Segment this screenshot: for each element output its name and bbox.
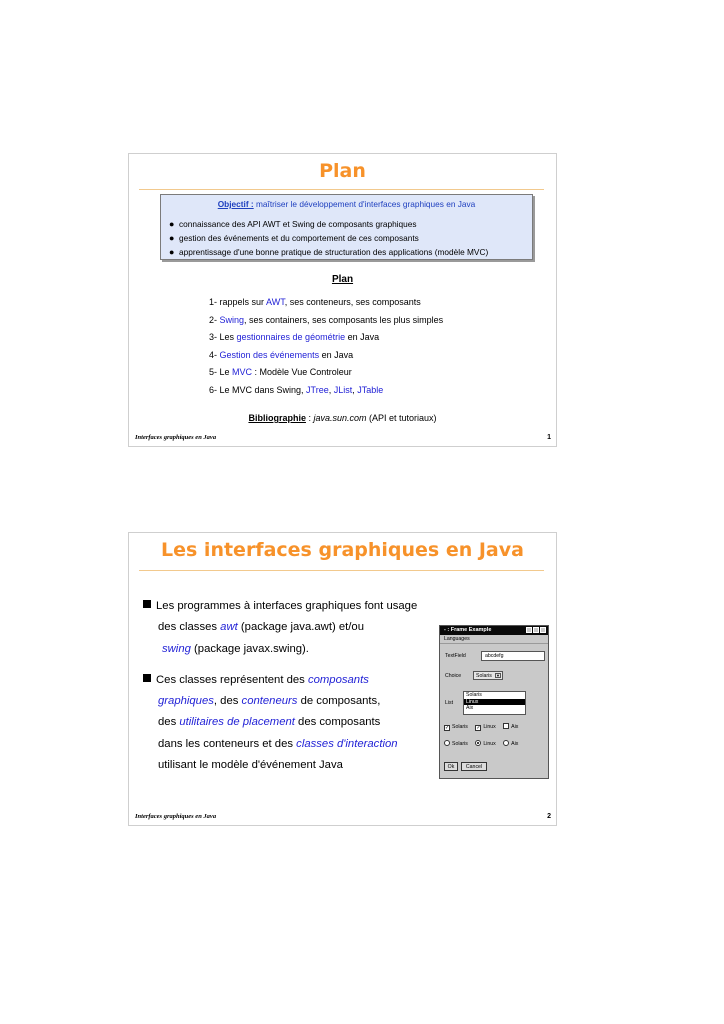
list-item[interactable]: Linux [464,699,525,706]
link[interactable]: Swing [219,314,245,325]
paragraph-line: Les programmes à interfaces graphiques font usage [143,596,417,617]
list-item: 3- Les gestionnaires de géométrie en Java [209,332,380,343]
title-rule [139,570,544,571]
paragraph-line: Ces classes représentent des composants [143,670,417,691]
link[interactable]: gestionnaires de géométrie [236,332,346,343]
objective-heading [161,199,532,209]
link[interactable]: java.sun.com [313,413,367,423]
choice-select[interactable]: Solaris ▼ [473,671,503,680]
choice-label: Choice [445,673,462,679]
paragraph-line: dans les conteneurs et des classes d'interaction [158,737,398,750]
link[interactable]: MVC [232,367,253,378]
slide-body [143,596,417,776]
radio-linux[interactable]: Linux [475,740,495,747]
page-number: 1 [547,434,551,441]
paragraph-line: des classes awt (package java.awt) et/ou [158,621,364,634]
list-item: ● connaissance des API AWT et Swing de composants graphiques [169,219,417,229]
link[interactable]: JTree [306,384,329,395]
slide-2 [128,532,557,826]
textfield-label: TextField [445,653,466,659]
footer-text: Interfaces graphiques en Java [135,434,217,441]
list-item: 2- Swing, ses containers, ses composants les plus simples [209,314,444,325]
list-item: ● apprentissage d'une bonne pratique de structuration des applications (modèle MVC) [169,247,489,257]
objective-box [160,194,533,260]
maximize-icon[interactable] [533,627,539,633]
slide-title: Plan [319,160,366,182]
slide-1 [128,153,557,447]
checkbox-linux[interactable]: ✓ Linux [476,724,496,731]
link[interactable]: AWT [266,297,285,307]
plan-heading: Plan [331,274,354,285]
cancel-button[interactable]: Cancel [461,762,487,771]
page-number: 2 [547,813,551,820]
list-item: 6- Le MVC dans Swing, JTree, JList, JTable [209,384,384,395]
objective-label: Objectif : [217,199,254,209]
link[interactable]: JList [333,384,353,395]
paragraph-line: graphiques, des conteneurs de composants, [158,695,381,708]
ok-button[interactable]: Ok [444,762,458,771]
checkbox-row [444,723,524,731]
plan-list [209,294,443,400]
textfield-input[interactable]: abcdefg [481,651,545,661]
chevron-down-icon: ▼ [496,673,500,678]
list-label: List [445,700,454,706]
radio-aix[interactable]: Aix [503,740,518,747]
paragraph-line: utilisant le modèle d'événement Java [158,759,343,772]
radio-solaris[interactable]: Solaris [444,740,468,747]
window-titlebar: - : Frame Example [440,626,548,635]
list-item: ● gestion des événements et du comportement de ces composants [169,233,419,243]
bibliography: Bibliographie : java.sun.com (API et tutoriaux) [248,413,437,423]
paragraph-line: des utilitaires de placement des composants [158,716,381,729]
close-icon[interactable] [540,627,546,633]
paragraph-line: swing (package javax.swing). [162,642,309,655]
footer-text: Interfaces graphiques en Java [135,813,217,820]
objective-list [169,217,488,259]
link[interactable]: JTable [357,384,384,395]
list-item: 4- Gestion des événements en Java [209,349,354,360]
frame-example-window [439,625,549,779]
square-bullet-icon [143,600,151,608]
menu-languages[interactable]: Languages [440,635,548,644]
objective-text: maîtriser le développement d'interfaces graphiques en Java [253,199,476,209]
checkbox-solaris[interactable]: ✓ Solaris [445,724,468,731]
radio-row [444,740,524,747]
square-bullet-icon [143,674,151,682]
list-box[interactable] [463,691,526,715]
title-rule [139,189,544,190]
slide-title: Les interfaces graphiques en Java [161,539,524,561]
link[interactable]: Gestion des événements [219,349,320,360]
list-item: 1- rappels sur AWT, ses conteneurs, ses composants [209,297,421,307]
list-item[interactable]: Aix [466,705,474,711]
list-item: 5- Le MVC : Modèle Vue Controleur [209,367,352,378]
checkbox-aix[interactable]: Aix [503,723,518,730]
list-item[interactable]: Solaris [466,692,482,698]
minimize-icon[interactable] [526,627,532,633]
